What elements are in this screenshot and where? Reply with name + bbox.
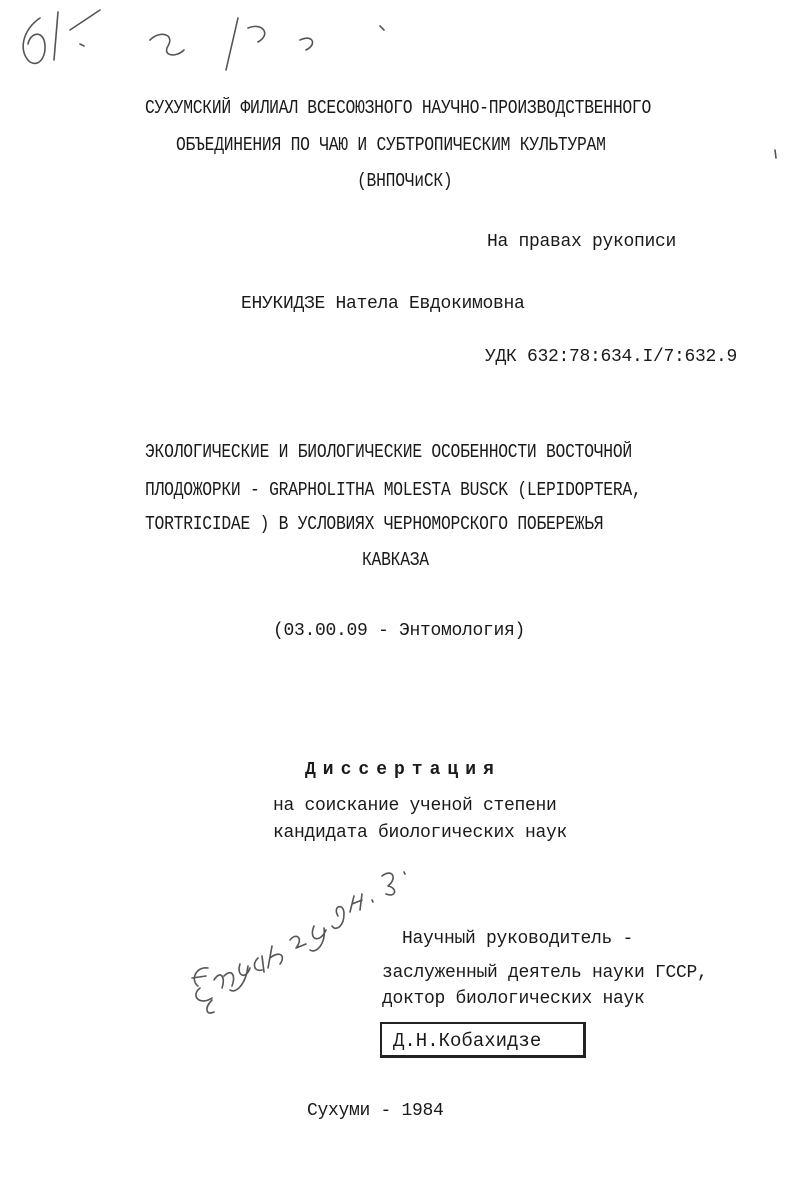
supervisor-line-3: доктор биологических наук [382, 989, 645, 1009]
signature-stroke-5 [268, 946, 282, 968]
signature-stroke-8 [332, 907, 344, 929]
degree-line-1: на соискание ученой степени [273, 796, 557, 816]
dissertation-heading: Диссертация [305, 760, 501, 780]
title-line-1: ЭКОЛОГИЧЕСКИЕ И БИОЛОГИЧЕСКИЕ ОСОБЕННОСТИ ВОСТОЧНОЙ [145, 441, 632, 463]
supervisor-line-2: заслуженный деятель науки ГССР, [382, 963, 708, 983]
signature-stroke-2 [214, 973, 234, 988]
institution-line-2: ОБЪЕДИНЕНИЯ ПО ЧАЮ И СУБТРОПИЧЕСКИМ КУЛЬТУРАМ [176, 134, 606, 156]
supervisor-name-box [380, 1022, 586, 1058]
place-and-year: Сухуми - 1984 [307, 1101, 444, 1121]
signature-stroke-12 [404, 872, 405, 874]
pencil-mark-top-6 [226, 18, 238, 70]
pencil-mark-top-1 [23, 18, 45, 63]
signature-stroke-1 [192, 968, 212, 1001]
title-line-4: КАВКАЗА [362, 549, 429, 571]
signature-stroke-10 [372, 900, 373, 902]
pencil-mark-top-9 [380, 26, 384, 30]
pencil-mark-top-8 [300, 38, 313, 50]
signature-stroke-9 [350, 894, 362, 912]
pencil-mark-top-5 [150, 34, 184, 55]
title-line-2: ПЛОДОЖОРКИ - GRAPHOLITHA MOLESTA BUSCK (LEPIDOPTERA, [145, 479, 642, 501]
title-line-3: TORTRICIDAE ) В УСЛОВИЯХ ЧЕРНОМОРСКОГО ПОБЕРЕЖЬЯ [145, 513, 604, 535]
signature-stroke-7 [310, 926, 326, 951]
signature-stroke-11 [382, 873, 395, 895]
pencil-mark-top-3 [70, 10, 100, 30]
pencil-mark-top-4 [80, 44, 84, 46]
signature-stroke-13 [207, 1000, 214, 1013]
signature-stroke-4 [255, 956, 264, 972]
degree-line-2: кандидата биологических наук [273, 823, 568, 843]
pencil-mark-top-7 [248, 26, 265, 42]
supervisor-name: Д.Н.Кобахидзе [393, 1030, 542, 1052]
supervisor-line-1: Научный руководитель - [402, 929, 634, 949]
manuscript-rights: На правах рукописи [487, 232, 677, 252]
pencil-mark-top-2 [54, 12, 58, 60]
signature-stroke-6 [290, 936, 306, 948]
pencil-mark-margin [775, 150, 776, 158]
institution-abbreviation: (ВНПОЧиСК) [357, 170, 453, 192]
specialty-code: (03.00.09 - Энтомология) [273, 621, 526, 641]
author-name: ЕНУКИДЗЕ Натела Евдокимовна [241, 294, 525, 314]
udk-code: УДК 632:78:634.I/7:632.9 [485, 347, 738, 367]
institution-line-1: СУХУМСКИЙ ФИЛИАЛ ВСЕСОЮЗНОГО НАУЧНО-ПРОИЗВОДСТВЕННОГО [145, 97, 652, 119]
